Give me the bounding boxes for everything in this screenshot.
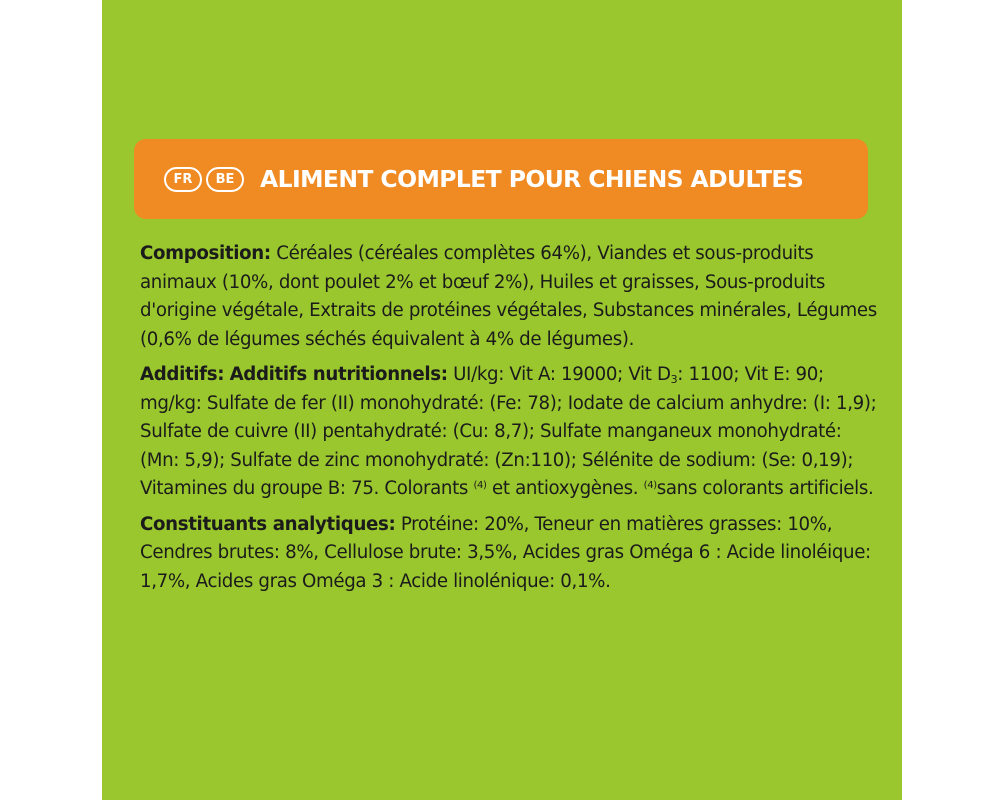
additifs-label: Additifs: (140, 364, 225, 385)
composition-label: Composition: (140, 243, 271, 264)
additifs-text-b: : 1100; Vit E: 90; mg/kg: Sulfate de fer (II) monohydraté: (Fe: 78); Iodate de calcium anhydre: (I: 1,9); Sulfate de cuivre (II) pentahydraté: (Cu: 8,7); Sulfate manganeux monohydraté: (Mn: 5,9); Sulfate de zinc monohydraté: (Zn:110); Sélénite de sodium: (Se: 0,19); Vitamines du groupe B: 75. Colorants (140, 364, 877, 499)
be-badge: BE (206, 167, 244, 192)
additifs-text-c: et antioxygènes. (492, 478, 639, 499)
title-banner (134, 139, 868, 219)
vitamin-d-subscript: 3 (670, 373, 678, 386)
constituants-label: Constituants analytiques: (140, 513, 396, 535)
additifs-sublabel: Additifs nutritionnels: (229, 364, 448, 385)
banner-title: ALIMENT COMPLET POUR CHIENS ADULTES (260, 165, 804, 193)
composition-paragraph (140, 240, 880, 354)
label-text (140, 240, 880, 603)
constituants-text: Protéine: 20%, Teneur en matières grasses: 10%, Cendres brutes: 8%, Cellulose brute: 3,5%, Acides gras Oméga 6 : Acide linoléique: 1,7%, Acides gras Oméga 3 : Acide linolénique: 0,1%. (140, 513, 871, 592)
additifs-text-a: UI/kg: Vit A: 19000; Vit D (453, 364, 671, 385)
composition-text: Céréales (céréales complètes 64%), Viandes et sous-produits animaux (10%, dont poulet 2% et bœuf 2%), Huiles et graisses, Sous-produits d'origine végétale, Extraits de protéines végétales, Substances minérales, Légumes (0,6% de légumes séchés équivalent à 4% de légumes). (140, 243, 877, 350)
fr-badge: FR (164, 167, 202, 192)
constituants-paragraph (140, 511, 880, 597)
additifs-paragraph (140, 361, 880, 504)
footnote-mark: (4) (643, 480, 657, 491)
additifs-text-d: sans colorants artificiels. (656, 478, 874, 499)
footnote-mark: (4) (473, 480, 487, 491)
